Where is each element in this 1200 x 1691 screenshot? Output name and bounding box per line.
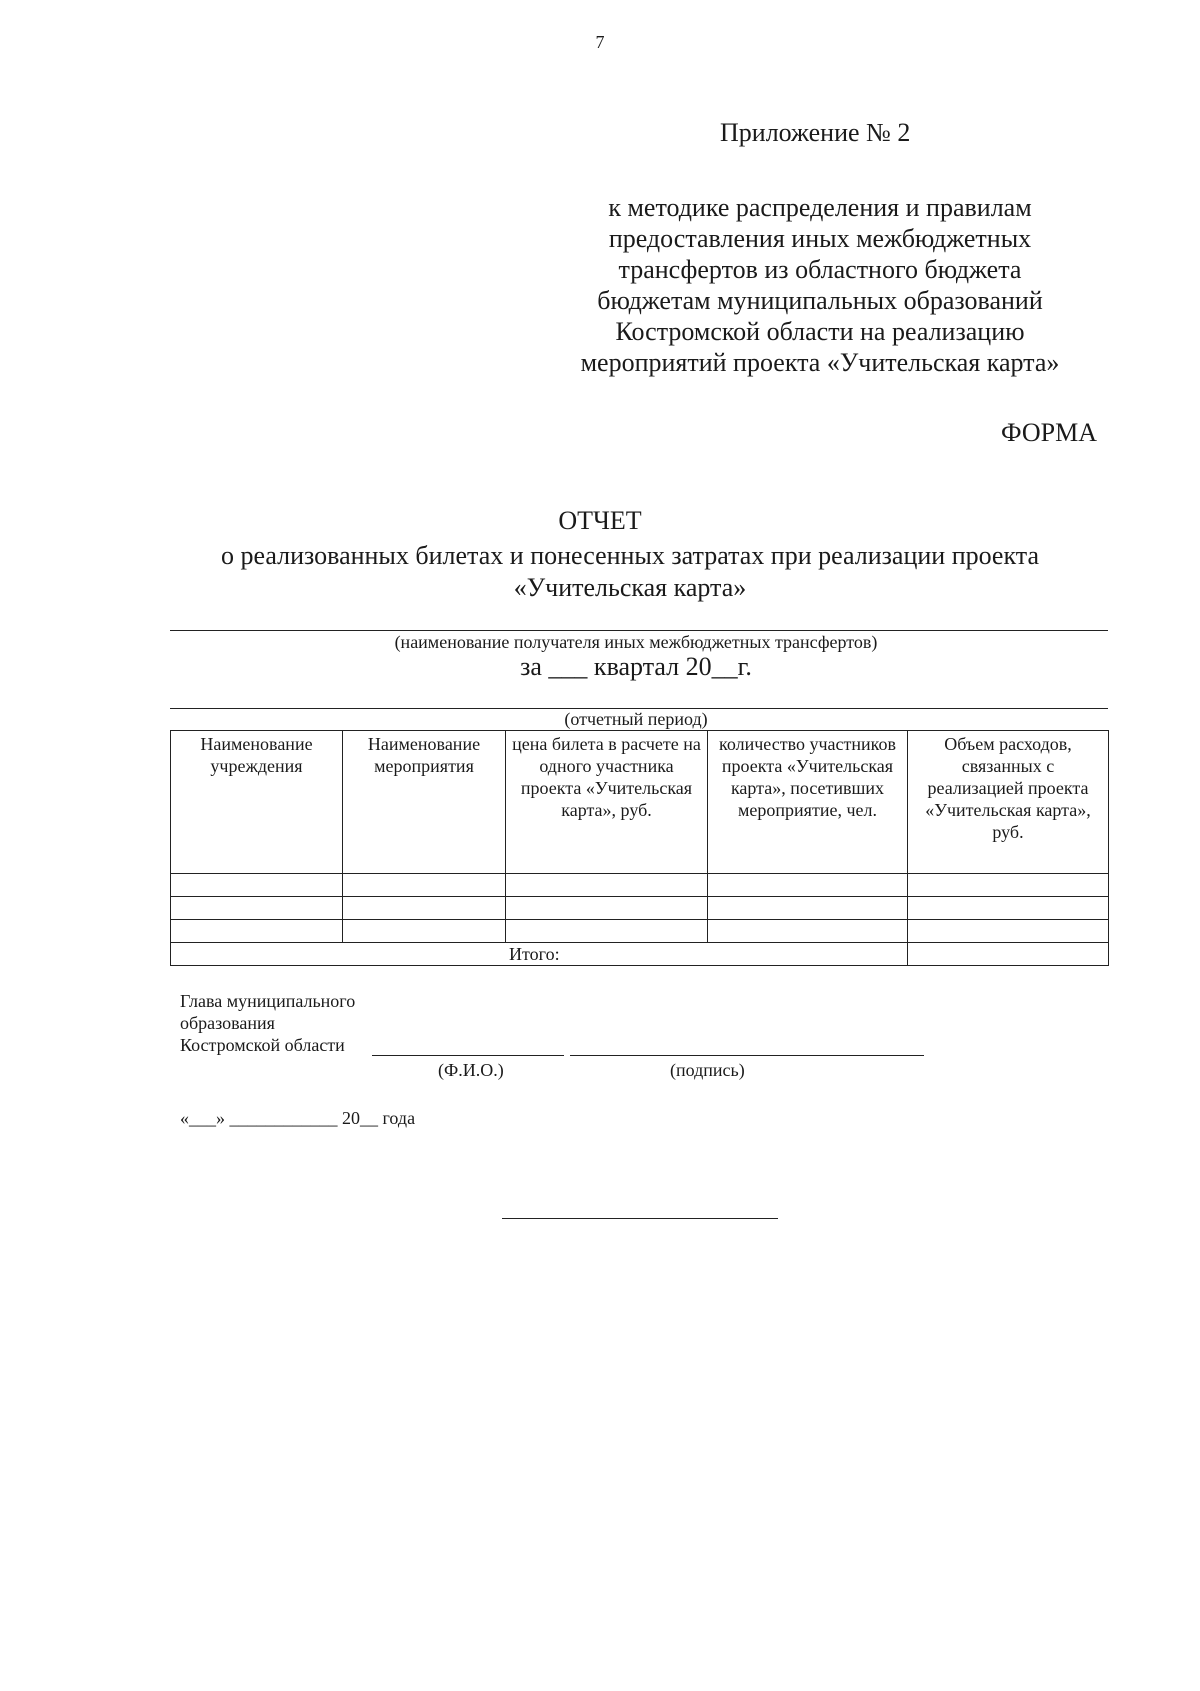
signatory-line: образования [180,1013,275,1033]
table-cell[interactable] [908,897,1109,920]
appendix-line: бюджетам муниципальных образований [597,286,1043,315]
total-row [171,943,1109,966]
report-subtitle [160,540,1100,604]
signatory-line: Костромской области [180,1035,345,1055]
report-title: ОТЧЕТ [558,506,642,535]
table-cell[interactable] [506,874,708,897]
reporting-period: за ___ квартал 20__г. [520,652,752,681]
table-cell[interactable] [708,874,908,897]
appendix-title: Приложение № 2 [720,118,911,147]
fio-caption: (Ф.И.О.) [438,1060,504,1080]
table-cell[interactable] [708,920,908,943]
appendix-line: предоставления иных межбюджетных [608,224,1032,253]
table-cell[interactable] [171,874,343,897]
recipient-hint: (наименование получателя иных межбюджетных трансфертов) [394,632,878,652]
total-value-cell[interactable] [908,943,1109,966]
signature-line [570,1055,924,1056]
header-event: Наименование мероприятия [343,731,506,874]
appendix-description [540,192,1100,378]
table-cell[interactable] [506,920,708,943]
table-cell[interactable] [171,897,343,920]
total-label: Итого: [171,943,908,966]
table-cell[interactable] [908,920,1109,943]
table-row [171,897,1109,920]
date-line: «___» ____________ 20__ года [180,1108,416,1128]
period-hint: (отчетный период) [564,709,708,729]
appendix-line: трансфертов из областного бюджета [618,255,1022,284]
report-subtitle-line: «Учительская карта» [513,573,747,602]
header-institution: Наименование учреждения [171,731,343,874]
appendix-line: мероприятий проекта «Учительская карта» [580,348,1060,377]
appendix-line: Костромской области на реализацию [615,317,1025,346]
header-expenses: Объем расходов, связанных с реализацией проекта «Учительская карта», руб. [908,731,1109,874]
report-table [170,730,1109,966]
table-cell[interactable] [171,920,343,943]
table-cell[interactable] [343,920,506,943]
table-row [171,920,1109,943]
form-label: ФОРМА [1001,418,1097,447]
table-cell[interactable] [506,897,708,920]
table-cell[interactable] [708,897,908,920]
signature-caption: (подпись) [670,1060,745,1080]
table-cell[interactable] [343,874,506,897]
page-number: 7 [595,32,605,52]
table-header-row [171,731,1109,874]
header-ticket-price: цена билета в расчете на одного участника проекта «Учительская карта», руб. [506,731,708,874]
fio-line [372,1055,564,1056]
table-cell[interactable] [343,897,506,920]
table-row [171,874,1109,897]
recipient-name-line [170,630,1108,631]
signatory-title [180,990,355,1056]
appendix-line: к методике распределения и правилам [608,193,1032,222]
report-subtitle-line: о реализованных билетах и понесенных затратах при реализации проекта [221,541,1039,570]
signatory-line: Глава муниципального [180,991,356,1011]
header-participants: количество участников проекта «Учительская карта», посетивших мероприятие, чел. [708,731,908,874]
end-divider [502,1218,778,1219]
table-cell[interactable] [908,874,1109,897]
